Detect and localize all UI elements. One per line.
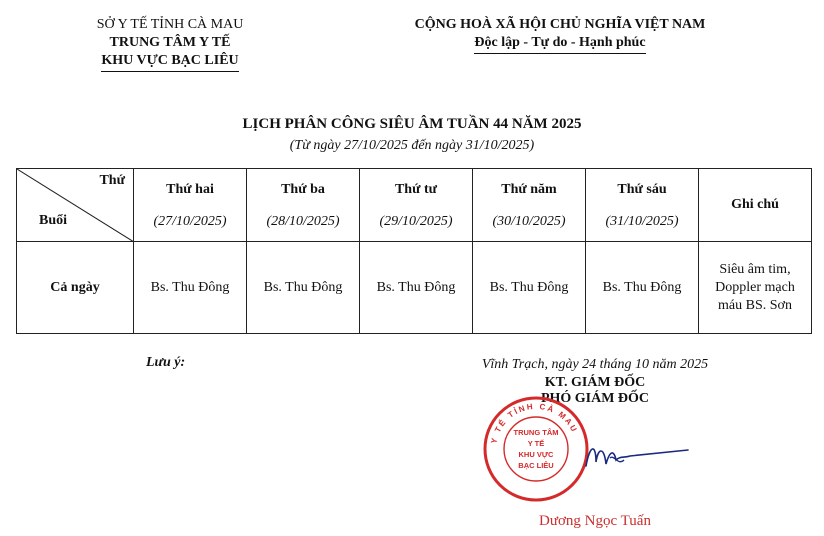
day-date: (31/10/2025) xyxy=(605,214,679,229)
sign-role-secondary: PHÓ GIÁM ĐỐC xyxy=(540,391,650,406)
day-name: Thứ ba xyxy=(281,182,325,197)
stamp-line: KHU VỰC xyxy=(518,450,554,459)
schedule-table xyxy=(16,168,812,334)
day-name: Thứ năm xyxy=(501,182,557,197)
corner-label-session: Buổi xyxy=(39,213,68,228)
corner-label-day: Thứ xyxy=(99,173,125,188)
day-header-thursday xyxy=(473,169,586,242)
notes-cell xyxy=(699,242,812,334)
table-row xyxy=(17,242,812,334)
note-label: Lưu ý: xyxy=(146,355,186,370)
agency-header xyxy=(50,16,290,72)
note-line: máu BS. Sơn xyxy=(718,297,792,313)
day-date: (30/10/2025) xyxy=(492,214,566,229)
signer-name: Dương Ngọc Tuấn xyxy=(539,513,651,529)
day-header-tuesday xyxy=(247,169,360,242)
sign-place-date: Vĩnh Trạch, ngày 24 tháng 10 năm 2025 xyxy=(481,357,709,372)
note-line: Siêu âm tim, xyxy=(719,261,791,277)
national-title: CỘNG HOÀ XÃ HỘI CHỦ NGHĨA VIỆT NAM xyxy=(414,17,706,32)
day-header-friday xyxy=(586,169,699,242)
assignment-cell: Bs. Thu Đông xyxy=(586,242,699,334)
day-name: Thứ sáu xyxy=(617,182,667,197)
day-name: Thứ tư xyxy=(394,182,438,197)
stamp-line: TRUNG TÂM xyxy=(513,428,559,437)
day-name: Thứ hai xyxy=(166,182,214,197)
day-date: (29/10/2025) xyxy=(379,214,453,229)
stamp-line: BẠC LIÊU xyxy=(518,461,554,470)
official-stamp xyxy=(482,395,590,503)
assignment-cell: Bs. Thu Đông xyxy=(473,242,586,334)
assignment-cell: Bs. Thu Đông xyxy=(360,242,473,334)
day-header-monday xyxy=(134,169,247,242)
day-header-wednesday xyxy=(360,169,473,242)
sign-role-primary: KT. GIÁM ĐỐC xyxy=(544,375,646,390)
document-subtitle: (Từ ngày 27/10/2025 đến ngày 31/10/2025) xyxy=(289,138,535,153)
note-line: Doppler mạch xyxy=(715,279,795,295)
agency-subname: KHU VỰC BẠC LIÊU xyxy=(101,52,238,72)
day-date: (28/10/2025) xyxy=(266,214,340,229)
table-header-row xyxy=(17,169,812,242)
agency-name: TRUNG TÂM Y TẾ xyxy=(109,35,231,50)
assignment-cell: Bs. Thu Đông xyxy=(134,242,247,334)
agency-parent: SỞ Y TẾ TỈNH CÀ MAU xyxy=(96,17,244,32)
national-header xyxy=(380,16,740,54)
session-cell: Cả ngày xyxy=(17,242,134,334)
stamp-ring-text: Y TẾ TỈNH CÀ MAU xyxy=(489,401,580,445)
national-motto: Độc lập - Tự do - Hạnh phúc xyxy=(474,34,645,54)
assignment-cell: Bs. Thu Đông xyxy=(247,242,360,334)
corner-cell xyxy=(17,169,134,242)
day-date: (27/10/2025) xyxy=(153,214,227,229)
notes-header: Ghi chú xyxy=(699,169,812,242)
handwritten-signature xyxy=(580,436,690,476)
stamp-line: Y TẾ xyxy=(527,439,545,448)
document-title: LỊCH PHÂN CÔNG SIÊU ÂM TUẦN 44 NĂM 2025 xyxy=(242,116,582,132)
